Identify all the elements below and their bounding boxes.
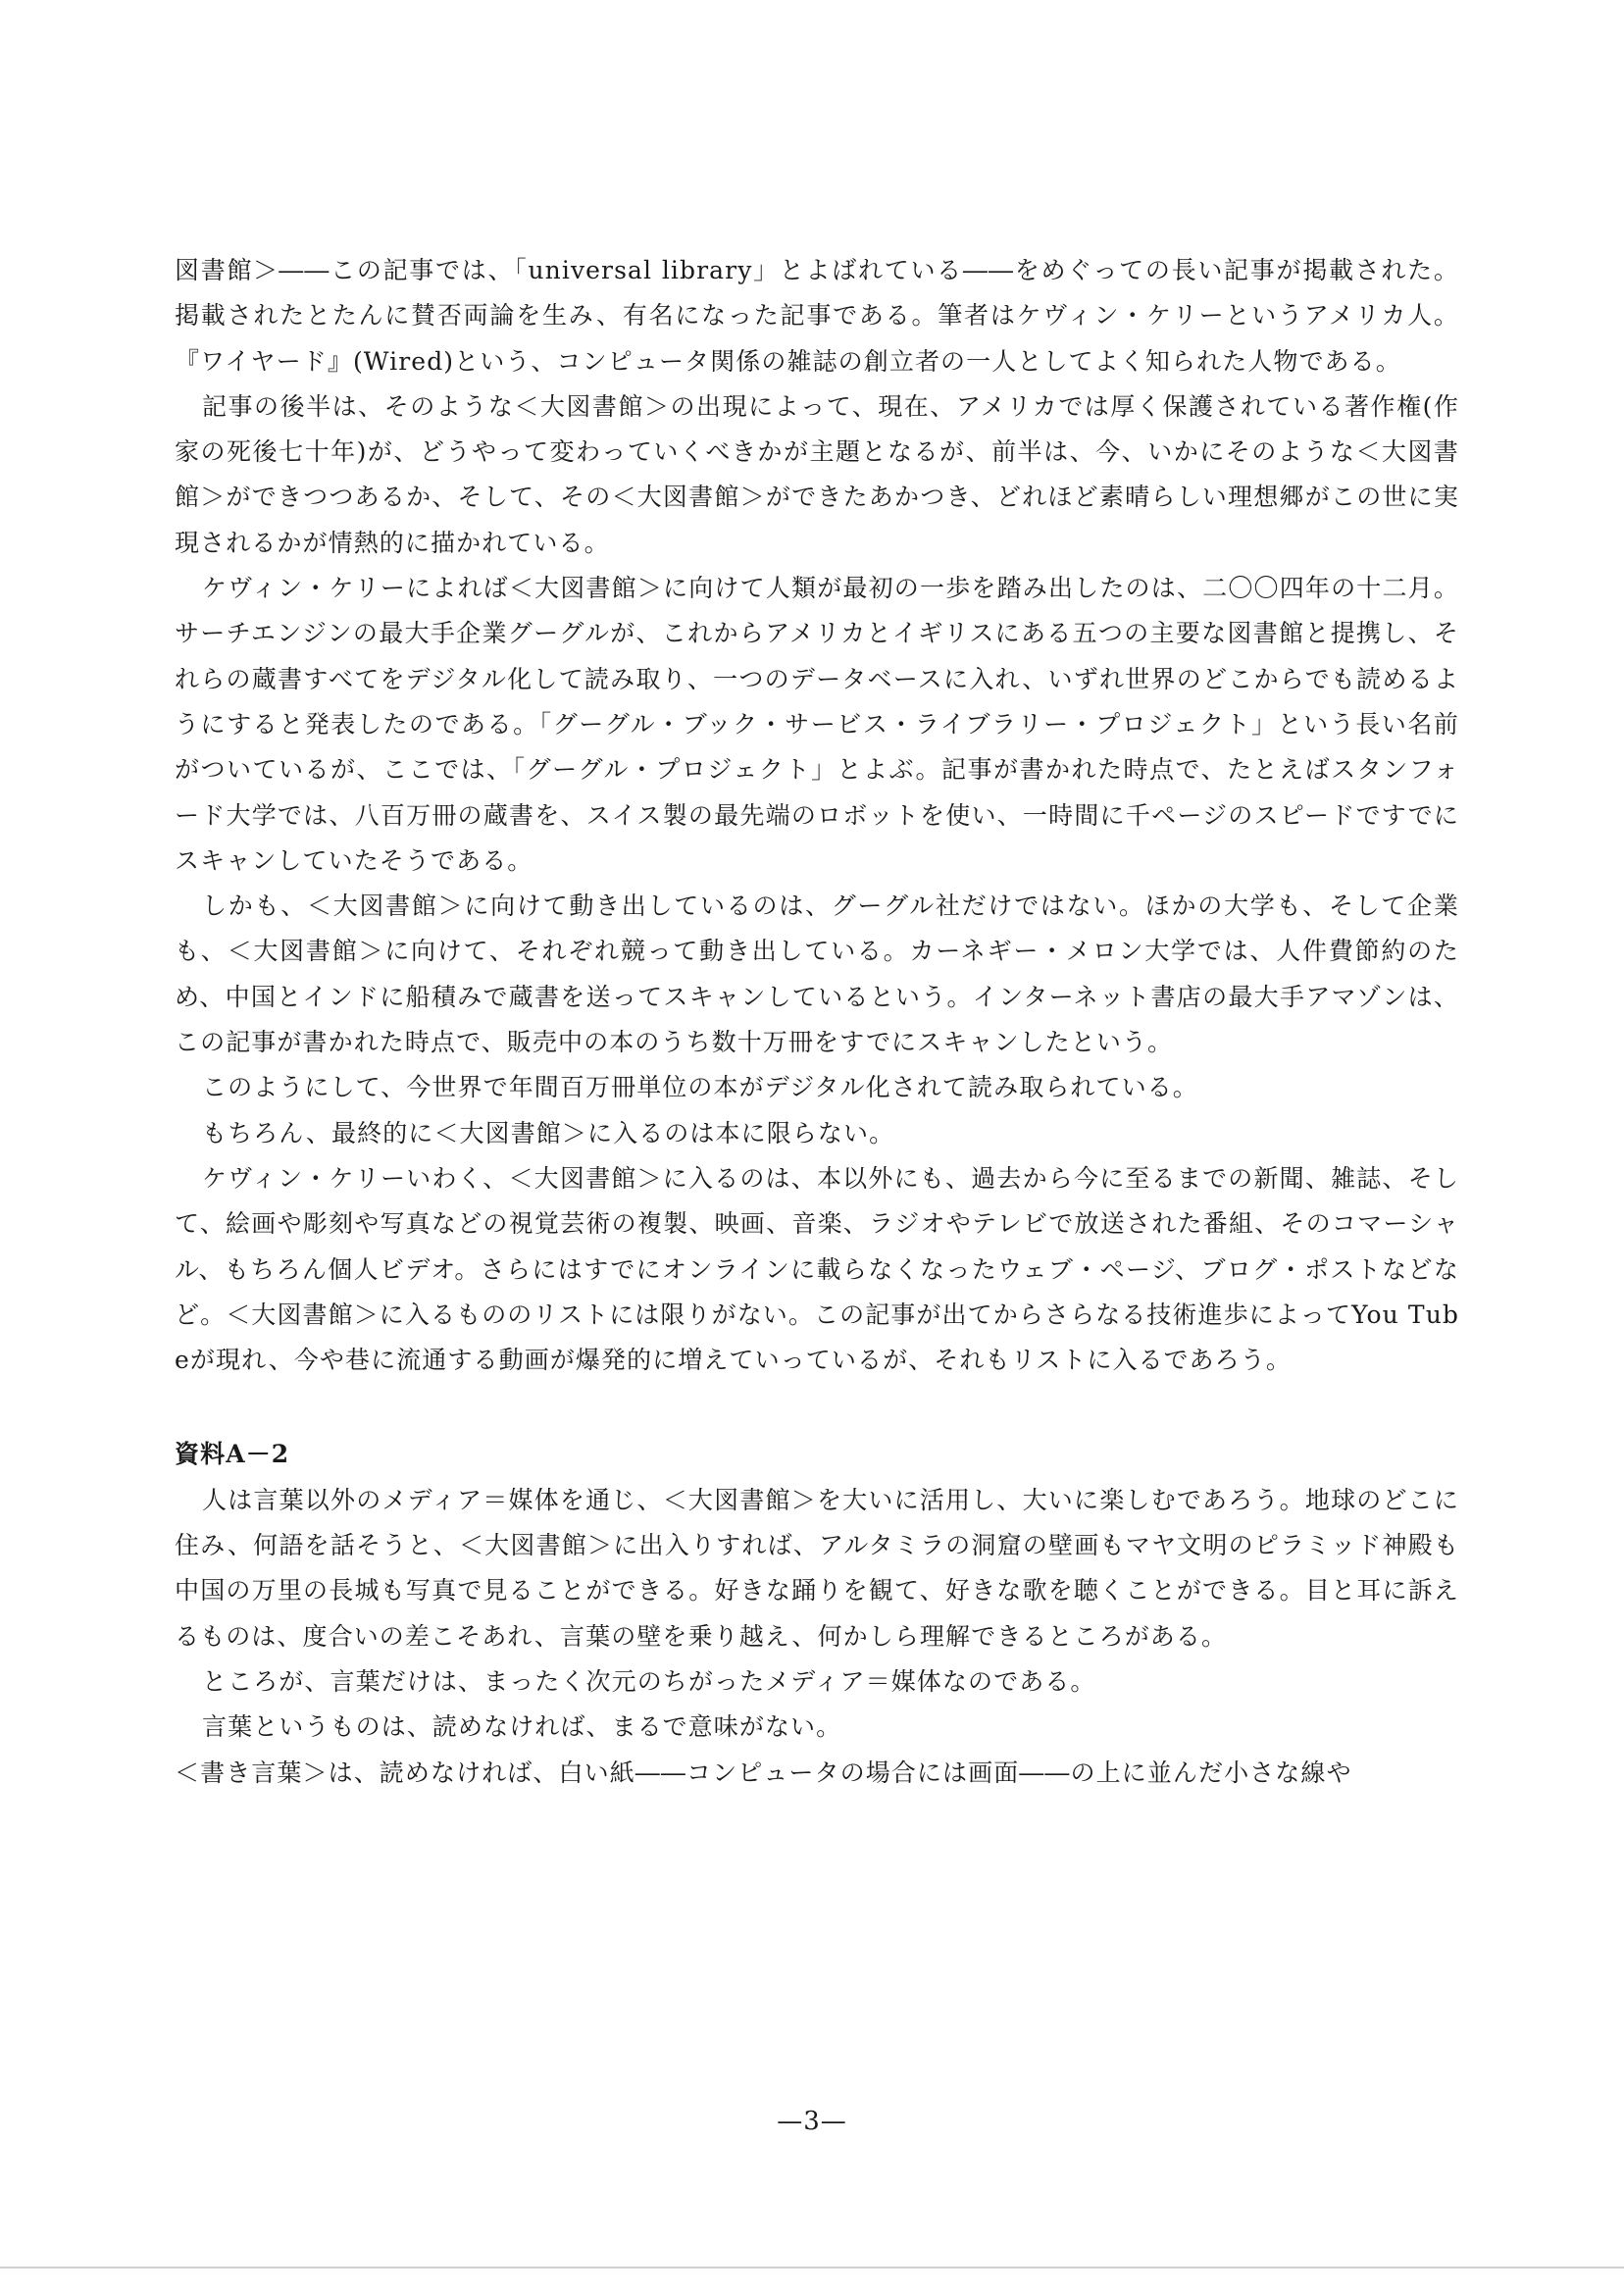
paragraph: このようにして、今世界で年間百万冊単位の本がデジタル化されて読み取られている。 (202, 1073, 1198, 1102)
paragraph: ところが、言葉だけは、まったく次元のちがったメディア＝媒体なのである。 (202, 1666, 1096, 1696)
paragraph: 人は言葉以外のメディア＝媒体を通じ、＜大図書館＞を大いに活用し、大いに楽しむであろう。地球のどこに住み、何語を話そうと、＜大図書館＞に出入りすれば、アルタミラの洞窟の壁画もマヤ文明のピラミッド神殿も中国の万里の長城も写真で見ることができる。好きな踊りを観て、好きな歌を聴くことができる。目と耳に訴えるものは、度合いの差こそあれ、言葉の壁を乗り越え、何かしら理解できるところがある。 (175, 1485, 1459, 1651)
body-text (175, 248, 1459, 1796)
paragraph: 記事の後半は、そのような＜大図書館＞の出現によって、現在、アメリカでは厚く保護されている著作権(作家の死後七十年)が、どうやって変わっていくべきかが主題となるが、前半は、今、いかにそのような＜大図書館＞ができつつあるか、そして、その＜大図書館＞ができたあかつき、どれほど素晴らしい理想郷がこの世に実現されるかが情熱的に描かれている。 (175, 391, 1459, 557)
paragraph: ケヴィン・ケリーによれば＜大図書館＞に向けて人類が最初の一歩を踏み出したのは、二〇〇四年の十二月。サーチエンジンの最大手企業グーグルが、これからアメリカとイギリスにある五つの主要な図書館と提携し、それらの蔵書すべてをデジタル化して読み取り、一つのデータベースに入れ、いずれ世界のどこからでも読めるようにすると発表したのである。「グーグル・ブック・サービス・ライブラリー・プロジェクト」という長い名前がついているが、ここでは、「グーグル・プロジェクト」とよぶ。記事が書かれた時点で、たとえばスタンフォード大学では、八百万冊の蔵書を、スイス製の最先端のロボットを使い、一時間に千ページのスピードですでにスキャンしていたそうである。 (175, 574, 1459, 875)
paragraph: ＜書き言葉＞は、読めなければ、白い紙――コンピュータの場合には画面――の上に並んだ小さな線や (175, 1758, 1352, 1787)
paragraph: 図書館＞――この記事では、「universal library」とよばれている――をめぐっての長い記事が掲載された。掲載されたとたんに賛否両論を生み、有名になった記事である。筆者はケヴィン・ケリーというアメリカ人。『ワイヤード』(Wired)という、コンピュータ関係の雑誌の創立者の一人としてよく知られた人物である。 (175, 256, 1459, 376)
material-a2-section (175, 1478, 1459, 1796)
scan-edge-line (0, 2267, 1624, 2269)
paragraph: もちろん、最終的に＜大図書館＞に入るのは本に限らない。 (202, 1118, 895, 1147)
section-heading: 資料A－2 (175, 1440, 290, 1469)
article-summary-section (175, 248, 1459, 1383)
page-number: —3— (777, 2107, 847, 2136)
paragraph: ケヴィン・ケリーいわく、＜大図書館＞に入るのは、本以外にも、過去から今に至るまでの新聞、雑誌、そして、絵画や彫刻や写真などの視覚芸術の複製、映画、音楽、ラジオやテレビで放送された番組、そのコマーシャル、もちろん個人ビデオ。さらにはすでにオンラインに載らなくなったウェブ・ページ、ブログ・ポストなどなど。＜大図書館＞に入るもののリストには限りがない。この記事が出てからさらなる技術進歩によってYou Tubeが現れ、今や巷に流通する動画が爆発的に増えていっているが、それもリストに入るであろう。 (175, 1163, 1460, 1375)
paragraph: しかも、＜大図書館＞に向けて動き出しているのは、グーグル社だけではない。ほかの大学も、そして企業も、＜大図書館＞に向けて、それぞれ競って動き出している。カーネギー・メロン大学では、人件費節約のため、中国とインドに船積みで蔵書を送ってスキャンしているという。インターネット書店の最大手アマゾンは、この記事が書かれた時点で、販売中の本のうち数十万冊をすでにスキャンしたという。 (175, 892, 1459, 1057)
paragraph: 言葉というものは、読めなければ、まるで意味がない。 (202, 1712, 842, 1742)
